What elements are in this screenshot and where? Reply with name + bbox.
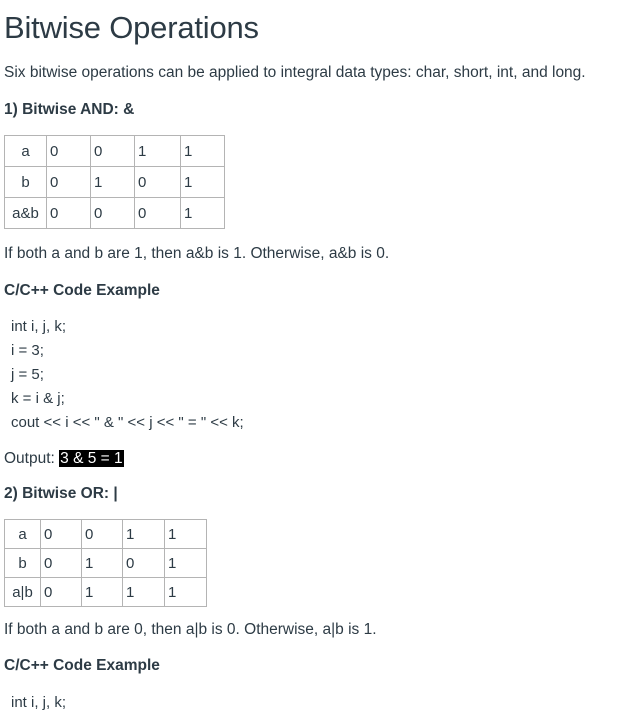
bit-cell: 0 bbox=[91, 136, 135, 167]
or-code-block bbox=[11, 691, 66, 715]
or-explanation: If both a and b are 0, then a|b is 0. Otherwise, a|b is 1. bbox=[4, 621, 377, 638]
bit-cell: 1 bbox=[165, 578, 207, 607]
bit-cell: 0 bbox=[82, 520, 123, 549]
and-heading: 1) Bitwise AND: & bbox=[4, 101, 135, 118]
bit-cell: 1 bbox=[123, 520, 165, 549]
bit-cell: 1 bbox=[165, 549, 207, 578]
row-label-cell: b bbox=[5, 167, 47, 198]
code-line: int i, j, k; bbox=[11, 694, 67, 711]
bit-cell: 0 bbox=[47, 198, 91, 229]
bit-cell: 1 bbox=[82, 578, 123, 607]
intro-text: Six bitwise operations can be applied to integral data types: char, short, int, and long. bbox=[4, 64, 586, 81]
and-explanation: If both a and b are 1, then a&b is 1. Otherwise, a&b is 0. bbox=[4, 245, 390, 262]
and-truth-table bbox=[4, 135, 225, 229]
code-line: j = 5; bbox=[11, 366, 44, 383]
bit-cell: 1 bbox=[82, 549, 123, 578]
or-code-heading: C/C++ Code Example bbox=[4, 657, 160, 674]
bit-cell: 1 bbox=[165, 520, 207, 549]
row-label-cell: a|b bbox=[5, 578, 41, 607]
bit-cell: 0 bbox=[135, 167, 181, 198]
bit-cell: 0 bbox=[47, 167, 91, 198]
row-label-cell: a&b bbox=[5, 198, 47, 229]
or-heading: 2) Bitwise OR: | bbox=[4, 485, 118, 502]
output-label: Output: bbox=[4, 450, 55, 467]
code-line: k = i & j; bbox=[11, 390, 65, 407]
and-code-heading: C/C++ Code Example bbox=[4, 282, 160, 299]
bit-cell: 0 bbox=[41, 578, 82, 607]
table-row bbox=[5, 167, 225, 198]
and-output-line bbox=[4, 450, 124, 468]
row-label-cell: b bbox=[5, 549, 41, 578]
bit-cell: 1 bbox=[123, 578, 165, 607]
bit-cell: 0 bbox=[123, 549, 165, 578]
table-row bbox=[5, 549, 207, 578]
table-row bbox=[5, 198, 225, 229]
bit-cell: 1 bbox=[181, 198, 225, 229]
row-label-cell: a bbox=[5, 136, 47, 167]
bit-cell: 0 bbox=[41, 549, 82, 578]
bit-cell: 0 bbox=[135, 198, 181, 229]
output-value: 3 & 5 = 1 bbox=[60, 450, 123, 467]
bit-cell: 0 bbox=[41, 520, 82, 549]
table-row bbox=[5, 520, 207, 549]
code-line: int i, j, k; bbox=[11, 318, 67, 335]
page-title: Bitwise Operations bbox=[4, 10, 259, 45]
bit-cell: 1 bbox=[135, 136, 181, 167]
bit-cell: 0 bbox=[47, 136, 91, 167]
table-row bbox=[5, 578, 207, 607]
row-label-cell: a bbox=[5, 520, 41, 549]
bit-cell: 1 bbox=[91, 167, 135, 198]
bit-cell: 0 bbox=[91, 198, 135, 229]
or-truth-table bbox=[4, 519, 207, 607]
and-code-block bbox=[11, 315, 244, 435]
code-line: i = 3; bbox=[11, 342, 44, 359]
bit-cell: 1 bbox=[181, 167, 225, 198]
code-line: cout << i << " & " << j << " = " << k; bbox=[11, 414, 244, 431]
bit-cell: 1 bbox=[181, 136, 225, 167]
table-row bbox=[5, 136, 225, 167]
